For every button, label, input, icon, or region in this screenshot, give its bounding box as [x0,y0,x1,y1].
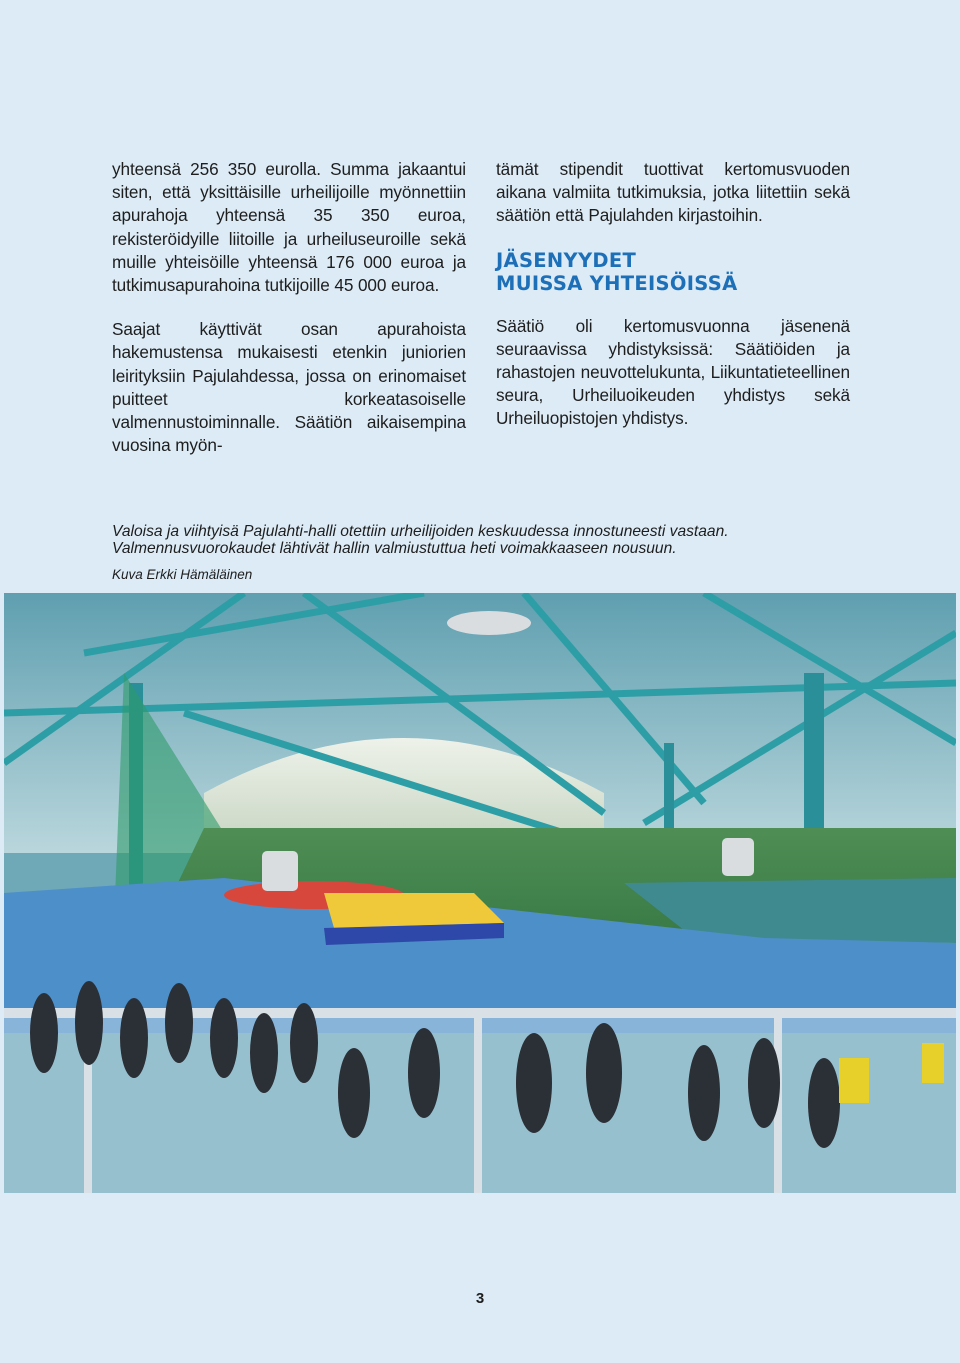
landing-mat [324,893,504,928]
left-column [112,158,466,478]
right-column [496,158,850,452]
right-paragraph-1: tämät stipendit tuottivat kertomusvuoden aikana valmiita tutkimuksia, jotka liitettiin sekä säätiön että Pajulahden kirjastoihin. [496,159,850,226]
left-paragraph-1: yhteensä 256 350 eurolla. Summa jakaantui siten, että yksittäisille urheilijoille myönnettiin apurahoja yhteensä 35 350 euroa, rekisteröidyille liitoille ja urheiluseuroille sekä muille yhteisöille yhteensä 176 000 euroa ja tutkimusapurahoina tutkijoille 45 000 euroa. [112,159,466,296]
section-heading-line-2: MUISSA YHTEISÖISSÄ [496,271,738,295]
sports-hall-illustration [4,593,956,1193]
caption-line-2: Valmennusvuorokaudet lähtivät hallin valmiustuttua heti voimakkaaseen nousuun. [112,540,677,557]
sports-hall-photo [4,593,956,1193]
photo-caption [112,523,902,557]
caption-line-1: Valoisa ja viihtyisä Pajulahti-halli otettiin urheilijoiden keskuudessa innostuneesti vastaan. [112,523,729,540]
section-heading [496,249,850,295]
page-number: 3 [475,1290,485,1307]
left-paragraph-2: Saajat käyttivät osan apurahoista hakemustensa mukaisesti etenkin juniorien leirityksiin Pajulahdessa, jossa on erinomaiset puitteet korkeatasoiselle valmennustoiminnalle. Säätiön aikaisempina vuosina myön- [112,319,466,456]
right-paragraph-2: Säätiö oli kertomusvuonna jäsenenä seuraavissa yhdistyksissä: Säätiöiden ja rahastojen neuvottelukunta, Liikuntatieteellinen seura, Urheiluoikeuden yhdistys sekä Urheiluopistojen yhdistys. [496,315,850,429]
section-heading-line-1: JÄSENYYDET [496,248,637,272]
photo-credit: Kuva Erkki Hämäläinen [112,567,253,582]
